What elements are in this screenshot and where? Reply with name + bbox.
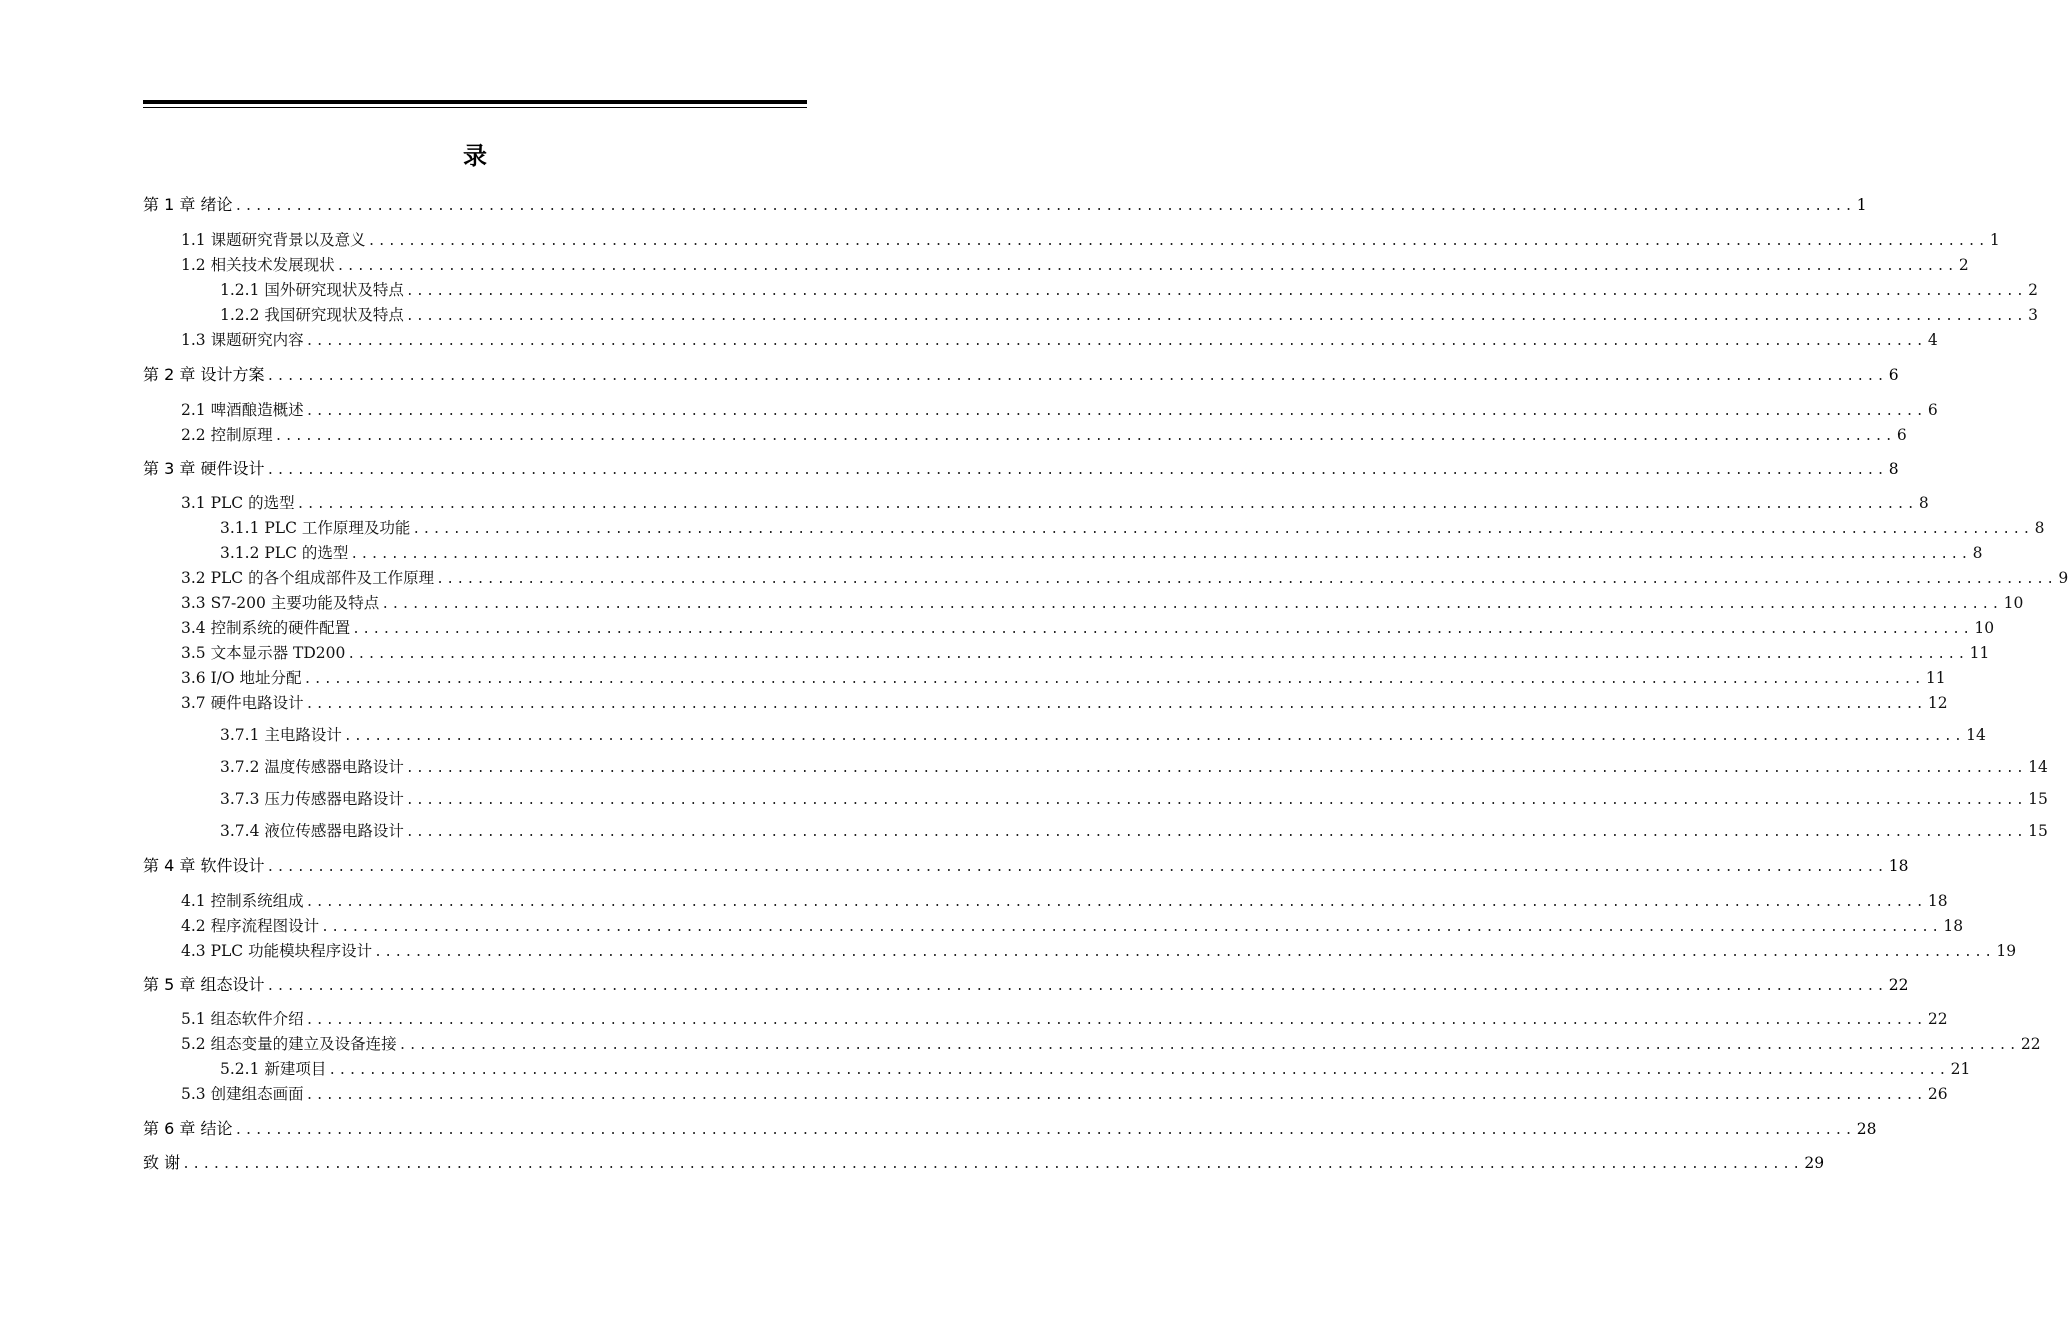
toc-entry-label: 4.3 PLC 功能模块程序设计	[181, 942, 373, 960]
toc-section-entry[interactable]	[181, 668, 1946, 690]
toc-page-number: 19	[1996, 942, 2017, 960]
toc-page-number: 14	[1966, 726, 1986, 744]
toc-entry-label: 3.7 硬件电路设计	[181, 694, 304, 712]
toc-section-entry[interactable]	[220, 725, 1986, 747]
toc-leader-dots: ................................................................................................................................................................	[321, 920, 1942, 935]
toc-page-number: 22	[1927, 1010, 1948, 1028]
toc-leader-dots: ................................................................................................................................................................	[303, 672, 1924, 687]
toc-entry-label: 第 4 章 软件设计	[143, 856, 265, 875]
toc-section-entry[interactable]	[181, 1009, 1948, 1031]
toc-entry-label: 2.2 控制原理	[181, 426, 273, 444]
toc-page-number: 26	[1927, 1085, 1948, 1103]
toc-section-entry[interactable]	[220, 1059, 1971, 1081]
toc-entry-label: 3.1 PLC 的选型	[181, 494, 295, 512]
toc-page-number: 4	[1927, 331, 1938, 349]
toc-leader-dots: ................................................................................................................................................................	[274, 429, 1895, 444]
toc-leader-dots: ................................................................................................................................................................	[296, 497, 1917, 512]
toc-page-number: 6	[1888, 366, 1899, 384]
toc-entry-label: 第 1 章 绪论	[143, 195, 233, 214]
toc-leader-dots: ................................................................................................................................................................	[405, 309, 2027, 324]
toc-section-entry[interactable]	[181, 330, 1938, 352]
toc-entry-label: 5.2 组态变量的建立及设备连接	[181, 1035, 397, 1053]
toc-entry-label: 1.1 课题研究背景以及意义	[181, 231, 366, 249]
toc-leader-dots: ................................................................................................................................................................	[305, 1013, 1926, 1028]
toc-page-number: 21	[1950, 1060, 1971, 1078]
toc-page-number: 15	[2028, 790, 2048, 808]
toc-page-number: 8	[2034, 519, 2045, 537]
toc-entry-label: 3.3 S7-200 主要功能及特点	[181, 594, 380, 612]
toc-leader-dots: ................................................................................................................................................................	[328, 1063, 1949, 1078]
toc-chapter-entry[interactable]	[143, 1153, 1825, 1175]
toc-entry-label: 3.6 I/O 地址分配	[181, 669, 302, 687]
page-title: 录	[463, 142, 487, 170]
toc-page-number: 2	[2028, 281, 2039, 299]
toc-chapter-entry[interactable]	[143, 975, 1909, 997]
toc-page-number: 28	[1856, 1120, 1877, 1138]
toc-page-number: 18	[1888, 857, 1909, 875]
toc-section-entry[interactable]	[220, 789, 2048, 811]
toc-entry-label: 4.1 控制系统组成	[181, 892, 304, 910]
toc-section-entry[interactable]	[181, 916, 1964, 938]
toc-page-number: 1	[1856, 196, 1867, 214]
toc-page-number: 8	[1888, 460, 1899, 478]
toc-page-number: 18	[1943, 917, 1964, 935]
toc-entry-label: 第 6 章 结论	[143, 1119, 233, 1138]
toc-entry-label: 1.3 课题研究内容	[181, 331, 304, 349]
toc-entry-label: 第 3 章 硬件设计	[143, 459, 265, 478]
toc-entry-label: 致 谢	[143, 1153, 181, 1172]
toc-page-number: 22	[1888, 976, 1909, 994]
toc-section-entry[interactable]	[220, 305, 2039, 327]
toc-entry-label: 3.7.2 温度传感器电路设计	[220, 758, 404, 776]
toc-page-number: 1	[1989, 231, 2000, 249]
toc-leader-dots: ................................................................................................................................................................	[266, 463, 1887, 478]
toc-section-entry[interactable]	[181, 593, 2024, 615]
toc-entry-label: 1.2 相关技术发展现状	[181, 256, 335, 274]
toc-leader-dots: ................................................................................................................................................................	[374, 945, 1995, 960]
toc-entry-label: 2.1 啤酒酿造概述	[181, 401, 304, 419]
toc-section-entry[interactable]	[181, 941, 2017, 963]
toc-leader-dots: ................................................................................................................................................................	[347, 647, 1968, 662]
toc-entry-label: 3.5 文本显示器 TD200	[181, 644, 346, 662]
toc-page-number: 9	[2058, 569, 2068, 587]
toc-section-entry[interactable]	[181, 891, 1948, 913]
toc-entry-label: 第 2 章 设计方案	[143, 365, 265, 384]
toc-section-entry[interactable]	[181, 425, 1907, 447]
toc-leader-dots: ................................................................................................................................................................	[405, 825, 2027, 840]
toc-section-entry[interactable]	[220, 821, 2048, 843]
toc-leader-dots: ................................................................................................................................................................	[367, 234, 1988, 249]
toc-entry-label: 1.2.1 国外研究现状及特点	[220, 281, 404, 299]
toc-entry-label: 3.7.1 主电路设计	[220, 726, 342, 744]
toc-page-number: 11	[1969, 644, 1990, 662]
toc-entry-label: 3.2 PLC 的各个组成部件及工作原理	[181, 569, 435, 587]
toc-leader-dots: ................................................................................................................................................................	[266, 860, 1887, 875]
toc-section-entry[interactable]	[181, 255, 1969, 277]
toc-leader-dots: ................................................................................................................................................................	[343, 729, 1965, 744]
toc-section-entry[interactable]	[181, 493, 1929, 515]
toc-page-number: 6	[1896, 426, 1907, 444]
toc-page-number: 8	[1972, 544, 1983, 562]
toc-page-number: 3	[2028, 306, 2039, 324]
toc-leader-dots: ................................................................................................................................................................	[381, 597, 2002, 612]
toc-page-number: 8	[1918, 494, 1929, 512]
toc-leader-dots: ................................................................................................................................................................	[234, 199, 1855, 214]
toc-section-entry[interactable]	[181, 618, 1995, 640]
toc-page-number: 29	[1804, 1154, 1825, 1172]
toc-leader-dots: ................................................................................................................................................................	[336, 259, 1957, 274]
toc-section-entry[interactable]	[181, 568, 2068, 590]
toc-entry-label: 3.1.1 PLC 工作原理及功能	[220, 519, 411, 537]
toc-leader-dots: ................................................................................................................................................................	[266, 979, 1887, 994]
toc-section-entry[interactable]	[181, 400, 1938, 422]
toc-section-entry[interactable]	[181, 1084, 1948, 1106]
toc-page-number: 11	[1925, 669, 1946, 687]
toc-leader-dots: ................................................................................................................................................................	[305, 895, 1926, 910]
toc-chapter-entry[interactable]	[143, 195, 1867, 217]
toc-leader-dots: ................................................................................................................................................................	[305, 1088, 1926, 1103]
toc-section-entry[interactable]	[220, 757, 2048, 779]
toc-page-number: 6	[1927, 401, 1938, 419]
toc-leader-dots: ................................................................................................................................................................	[305, 697, 1926, 712]
toc-section-entry[interactable]	[220, 518, 2045, 540]
toc-entry-label: 5.3 创建组态画面	[181, 1085, 304, 1103]
toc-entry-label: 3.1.2 PLC 的选型	[220, 544, 349, 562]
toc-entry-label: 5.1 组态软件介绍	[181, 1010, 304, 1028]
toc-page-number: 14	[2028, 758, 2048, 776]
toc-entry-label: 3.4 控制系统的硬件配置	[181, 619, 351, 637]
toc-entry-label: 3.7.3 压力传感器电路设计	[220, 790, 404, 808]
toc-leader-dots: ................................................................................................................................................................	[352, 622, 1973, 637]
toc-chapter-entry[interactable]	[143, 365, 1899, 387]
toc-leader-dots: ................................................................................................................................................................	[398, 1038, 2019, 1053]
toc-leader-dots: ................................................................................................................................................................	[234, 1123, 1855, 1138]
toc-page-number: 15	[2028, 822, 2048, 840]
toc-page-number: 18	[1927, 892, 1948, 910]
toc-leader-dots: ................................................................................................................................................................	[305, 404, 1926, 419]
toc-leader-dots: ................................................................................................................................................................	[266, 369, 1887, 384]
toc-section-entry[interactable]	[181, 1034, 2041, 1056]
toc-chapter-entry[interactable]	[143, 459, 1899, 481]
toc-leader-dots: ................................................................................................................................................................	[412, 522, 2033, 537]
toc-section-entry[interactable]	[220, 280, 2039, 302]
toc-entry-label: 3.7.4 液位传感器电路设计	[220, 822, 404, 840]
toc-section-entry[interactable]	[181, 643, 1990, 665]
toc-chapter-entry[interactable]	[143, 856, 1909, 878]
toc-page-number: 10	[2003, 594, 2024, 612]
toc-page-number: 12	[1927, 694, 1948, 712]
toc-section-entry[interactable]	[181, 693, 1948, 715]
toc-leader-dots: ................................................................................................................................................................	[350, 547, 1971, 562]
toc-leader-dots: ................................................................................................................................................................	[305, 334, 1926, 349]
toc-entry-label: 5.2.1 新建项目	[220, 1060, 327, 1078]
toc-section-entry[interactable]	[181, 230, 2000, 252]
toc-leader-dots: ................................................................................................................................................................	[436, 572, 2057, 587]
toc-entry-label: 第 5 章 组态设计	[143, 975, 265, 994]
toc-page-number: 2	[1958, 256, 1969, 274]
toc-chapter-entry[interactable]	[143, 1119, 1877, 1141]
toc-leader-dots: ................................................................................................................................................................	[405, 284, 2027, 299]
toc-page-number: 10	[1974, 619, 1995, 637]
toc-section-entry[interactable]	[220, 543, 1983, 565]
toc-leader-dots: ................................................................................................................................................................	[182, 1157, 1803, 1172]
toc-leader-dots: ................................................................................................................................................................	[405, 793, 2027, 808]
toc-page-number: 22	[2020, 1035, 2041, 1053]
toc-leader-dots: ................................................................................................................................................................	[405, 761, 2027, 776]
toc-entry-label: 4.2 程序流程图设计	[181, 917, 320, 935]
toc-entry-label: 1.2.2 我国研究现状及特点	[220, 306, 404, 324]
